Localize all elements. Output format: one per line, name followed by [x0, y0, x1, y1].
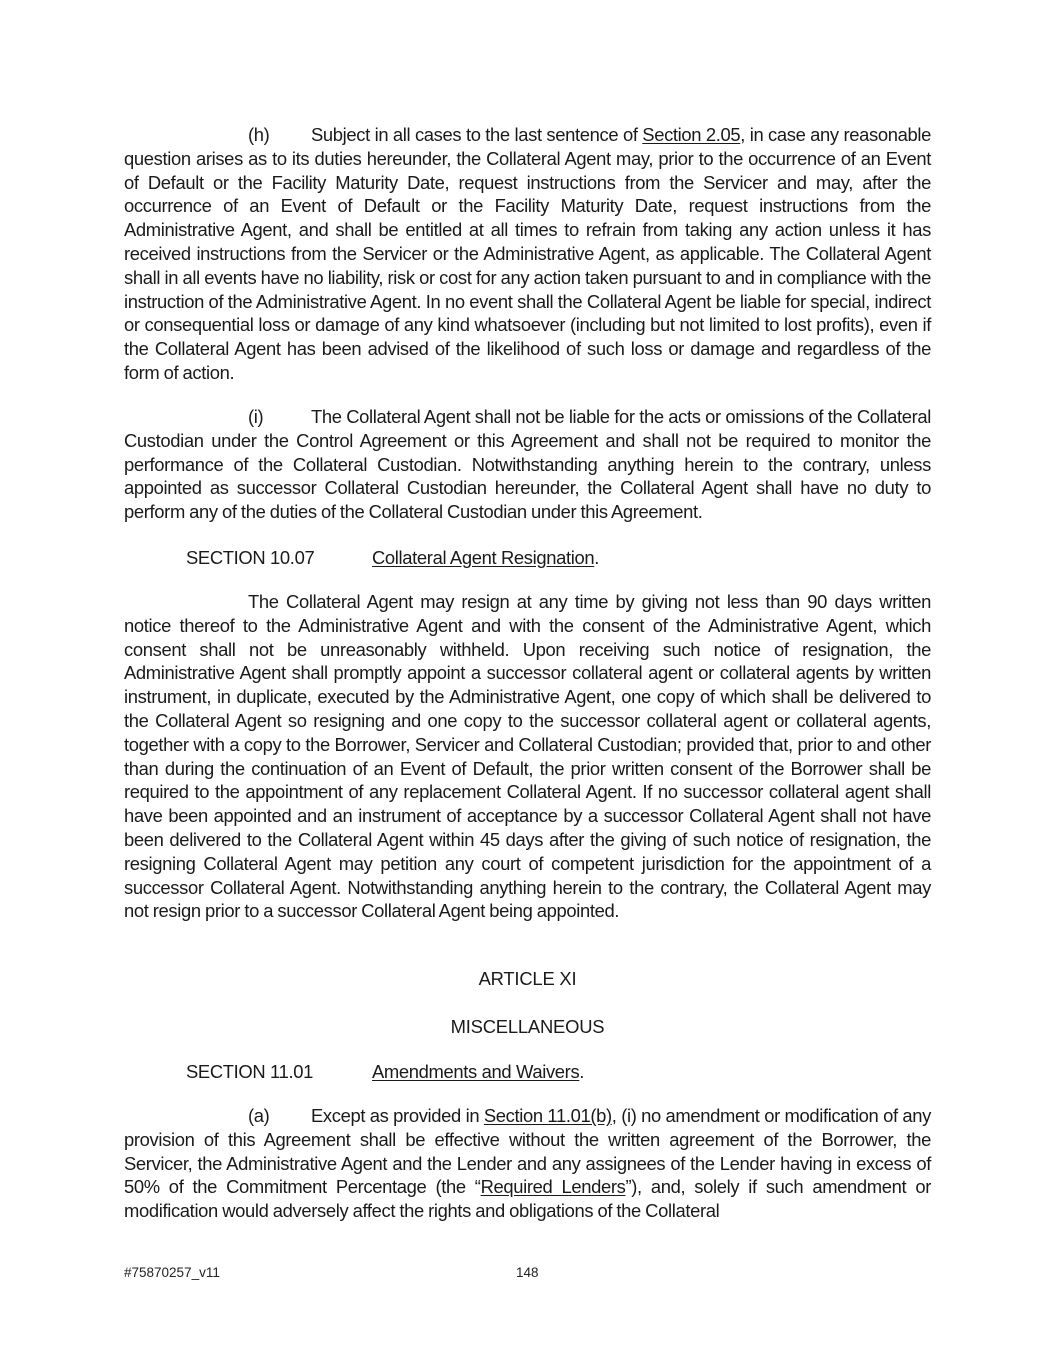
section-number: SECTION 10.07: [186, 547, 315, 568]
section-title-suffix: .: [594, 547, 600, 568]
section-reference-link[interactable]: Section 11.01(b): [483, 1105, 612, 1126]
section-10-07-body: [124, 590, 931, 923]
paragraph-text: ”), and, solely if such amendment or modification would adversely affect the rights and obligations of the Collateral: [124, 1176, 931, 1222]
paragraph-h: [124, 123, 931, 385]
paragraph-text: The Collateral Agent shall not be liable for the acts or omissions of the Collateral Custodian under the Control Agreement or this Agreement and shall not be required to monitor the performance of the Collateral Custodian. Notwithstanding anything herein to the contrary, unless appointed as successor Collateral Custodian hereunder, the Collateral Agent shall have no duty to perform any of the duties of the Collateral Custodian under this Agreement.: [124, 406, 931, 523]
section-number: SECTION 11.01: [186, 1061, 313, 1082]
footer-doc-id: #75870257_v11: [124, 1265, 220, 1280]
section-title: Amendments and Waivers: [372, 1061, 580, 1082]
paragraph-text: Subject in all cases to the last sentence of: [311, 124, 643, 145]
footer-page-number: 148: [516, 1265, 539, 1280]
defined-term: Required Lenders: [480, 1176, 626, 1198]
article-heading: ARTICLE XI: [478, 968, 577, 989]
paragraph-i: [124, 405, 931, 524]
paragraph-label: (i): [248, 406, 264, 427]
paragraph-text: , in case any reasonable question arises as to its duties hereunder, the Collateral Agent may, prior to the occurrence of an Event of Default or the Facility Maturity Date, request instructions from the Servicer and may, after the occurrence of an Event of Default or the Facility Maturity Date, request instructions from the Administrative Agent, and shall be entitled at all times to refrain from taking any action unless it has received instructions from the Servicer or the Administrative Agent, as applicable. The Collateral Agent shall in all events have no liability, risk or cost for any action taken pursuant to and in compliance with the instruction of the Administrative Agent. In no event shall the Collateral Agent be liable for special, indirect or consequential loss or damage of any kind whatsoever (including but not limited to lost profits), even if the Collateral Agent has been advised of the likelihood of such loss or damage and regardless of the form of action.: [124, 124, 931, 383]
section-title: Collateral Agent Resignation: [372, 547, 595, 568]
section-heading-11-01: [186, 1060, 584, 1084]
article-title: MISCELLANEOUS: [450, 1016, 605, 1037]
paragraph-label: (h): [248, 124, 270, 145]
section-reference-link[interactable]: Section 2.05: [642, 124, 741, 145]
section-heading-10-07: [186, 546, 599, 570]
section-title-suffix: .: [579, 1061, 585, 1082]
paragraph-label: (a): [248, 1105, 270, 1126]
paragraph-a: [124, 1104, 931, 1223]
paragraph-text: The Collateral Agent may resign at any time by giving not less than 90 days written notice thereof to the Administrative Agent and with the consent of the Administrative Agent, which consent shall not be unreasonably withheld. Upon receiving such notice of resignation, the Administrative Agent shall promptly appoint a successor collateral agent or collateral agents by written instrument, in duplicate, executed by the Administrative Agent, one copy of which shall be delivered to the Collateral Agent so resigning and one copy to the successor collateral agent or collateral agents, together with a copy to the Borrower, Servicer and Collateral Custodian; provided that, prior to and other than during the continuation of an Event of Default, the prior written consent of the Borrower shall be required to the appointment of any replacement Collateral Agent. If no successor collateral agent shall have been appointed and an instrument of acceptance by a successor Collateral Agent shall not have been delivered to the Collateral Agent within 45 days after the giving of such notice of resignation, the resigning Collateral Agent may petition any court of competent jurisdiction for the appointment of a successor Collateral Agent. Notwithstanding anything herein to the contrary, the Collateral Agent may not resign prior to a successor Collateral Agent being appointed.: [124, 591, 931, 922]
paragraph-text: Except as provided in: [311, 1105, 484, 1126]
paragraph-text: , (i) no amendment or modification of any provision of this Agreement shall be effective without the written agreement of the Borrower, the Servicer, the Administrative Agent and the Lender and any assignees of the Lender having in excess of 50% of the Commitment Percentage (the “: [124, 1105, 932, 1198]
